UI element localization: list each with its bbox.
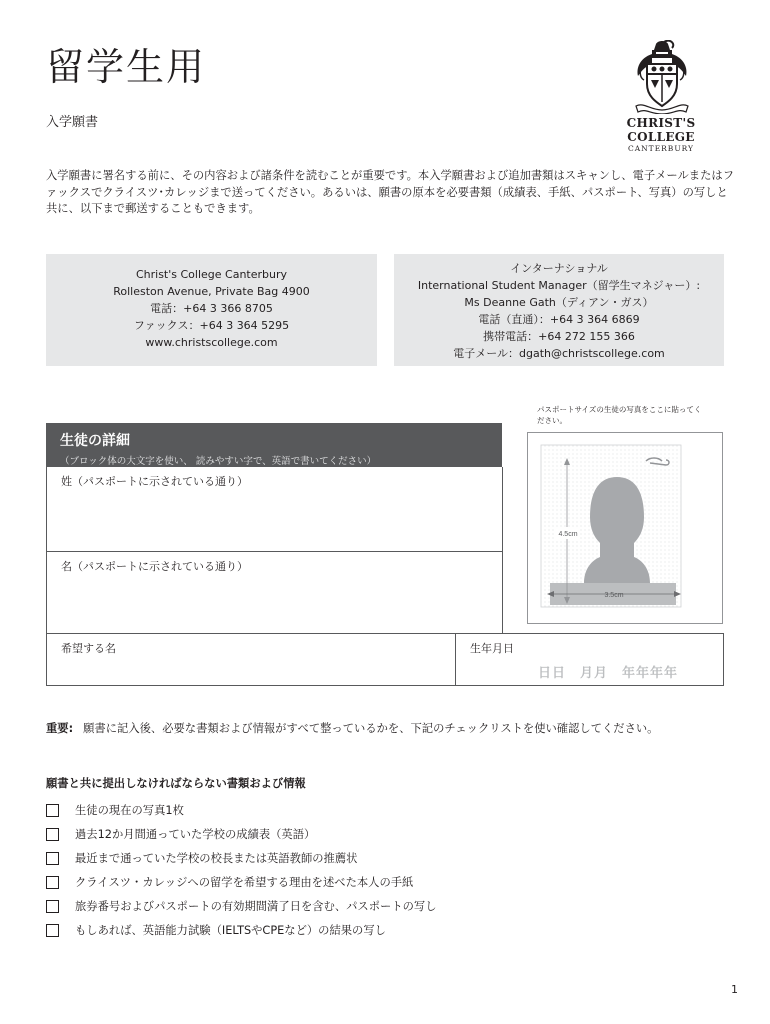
student-details-header <box>46 423 502 467</box>
date-of-birth-placeholder: 日日 月月 年年年年 <box>538 666 679 681</box>
contact-line: 電話：+64 3 366 8705 <box>150 302 273 315</box>
checklist-item-label: クライスツ・カレッジへの留学を希望する理由を述べた本人の手紙 <box>75 876 414 889</box>
international-contact-box <box>394 254 724 366</box>
given-name-field[interactable] <box>46 551 503 634</box>
important-label: 重要: <box>46 722 74 735</box>
checklist-item <box>46 894 437 918</box>
contact-line: 携帯電話：+64 272 155 366 <box>483 330 635 343</box>
contact-line: ファックス：+64 3 364 5295 <box>133 319 290 332</box>
contact-line: Ms Deanne Gath（ディアン・ガス） <box>464 296 654 309</box>
checklist-item <box>46 846 437 870</box>
checklist-title: 願書と共に提出しなければならない書類および情報 <box>46 777 306 790</box>
checklist-item <box>46 918 437 942</box>
preferred-name-label: 希望する名 <box>61 642 116 655</box>
contact-line: 電話（直通）：+64 3 364 6869 <box>478 313 640 326</box>
page-subtitle: 入学願書 <box>46 115 99 130</box>
checkbox[interactable] <box>46 924 59 937</box>
checkbox[interactable] <box>46 876 59 889</box>
contact-line: Rolleston Avenue, Private Bag 4900 <box>113 285 310 298</box>
width-label: 3.5cm <box>604 592 624 599</box>
college-contact-box <box>46 254 377 366</box>
logo-name: CHRIST'S COLLEGE <box>626 116 696 144</box>
page-title: 留学生用 <box>46 45 207 89</box>
height-label: 4.5cm <box>558 531 578 538</box>
document-checklist <box>46 798 437 942</box>
passport-photo-guide <box>528 433 722 623</box>
contact-line: インターナショナル <box>510 262 608 275</box>
checklist-item <box>46 822 437 846</box>
important-text: 願書に記入後、必要な書類および情報がすべて整っているかを、下記のチェックリストを使い確認してください。 <box>83 722 659 735</box>
contact-line: Christ's College Canterbury <box>135 268 288 281</box>
student-details-heading: 生徒の詳細 <box>60 433 130 449</box>
student-details-instructions: （ブロック体の大文字を使い、 読みやすい字で、英語で書いてください） <box>60 456 377 467</box>
checklist-item-label: 最近まで通っていた学校の校長または英語教師の推薦状 <box>75 852 358 865</box>
checklist-item <box>46 870 437 894</box>
important-note <box>46 720 658 736</box>
photo-caption: パスポートサイズの生徒の写真をここに貼ってください。 <box>537 405 702 425</box>
intro-paragraph: 入学願書に署名する前に、その内容および諸条件を読むことが重要です。本入学願書および追加書類はスキャンし、電子メールまたはファックスでクライスツ･カレッジまで送ってください。あるいは、願書の原本を必要書類（成績表、手紙、パスポート、写真）の写しと共に、以下まで郵送することもできます。 <box>46 169 734 215</box>
contact-line: www.christscollege.com <box>145 336 278 349</box>
checklist-item-label: 過去12か月間通っていた学校の成績表（英語） <box>75 828 316 841</box>
checkbox[interactable] <box>46 804 59 817</box>
photo-box[interactable] <box>527 432 723 624</box>
person-silhouette-icon <box>584 477 650 583</box>
date-of-birth-label: 生年月日 <box>470 642 514 655</box>
logo-subname: CANTERBURY <box>627 144 695 153</box>
date-of-birth-field[interactable] <box>455 633 724 686</box>
surname-field[interactable] <box>46 467 503 552</box>
surname-label: 姓（パスポートに示されている通り） <box>61 475 248 488</box>
checkbox[interactable] <box>46 828 59 841</box>
page-number: 1 <box>731 983 738 996</box>
checkbox[interactable] <box>46 900 59 913</box>
given-name-label: 名（パスポートに示されている通り） <box>61 560 248 573</box>
checklist-item-label: 旅券番号およびパスポートの有効期間満了日を含む、パスポートの写し <box>75 900 437 913</box>
contact-line: International Student Manager（留学生マネジャー）: <box>417 279 701 292</box>
checklist-item-label: もしあれば、英語能力試験（IELTSやCPEなど）の結果の写し <box>75 924 386 937</box>
crest-icon <box>630 40 692 114</box>
checklist-item <box>46 798 437 822</box>
checkbox[interactable] <box>46 852 59 865</box>
preferred-name-field[interactable] <box>46 633 456 686</box>
checklist-item-label: 生徒の現在の写真1枚 <box>75 804 184 817</box>
contact-line: 電子メール：dgath@christscollege.com <box>453 347 665 360</box>
college-logo <box>596 40 726 153</box>
